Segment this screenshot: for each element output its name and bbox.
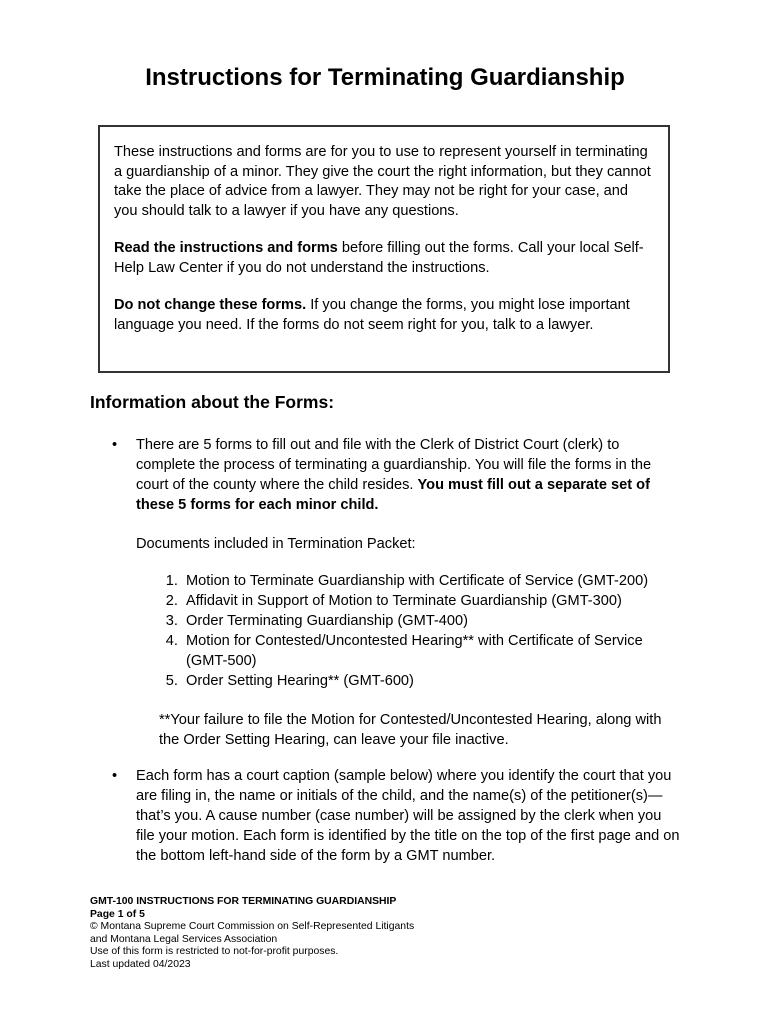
bullet-item-forms	[112, 435, 682, 750]
bullet-1-bold: You must fill out a separate set of these 5 forms for each minor child.	[136, 477, 650, 513]
footer-copyright-2: and Montana Legal Services Association	[90, 933, 278, 945]
document-item: 1. Motion to Terminate Guardianship with Certificate of Service (GMT-200)	[182, 571, 682, 591]
notice-box	[98, 125, 670, 373]
bullet-2-text: Each form has a court caption (sample below) where you identify the court that you are filing in, the name or initials of the child, and the name(s) of the petitioner(s)—that’s you. A cause number (case number) will be assigned by the clerk when you file your motion. Each form is identified by the title on the top of the first page and on the bottom left-hand side of the form by a GMT number.	[136, 768, 680, 864]
footer-form-title: GMT-100 INSTRUCTIONS FOR TERMINATING GUARDIANSHIP	[90, 896, 397, 907]
footer-last-updated: Last updated 04/2023	[90, 958, 191, 970]
documents-list	[136, 571, 682, 691]
document-item: 5. Order Setting Hearing** (GMT-600)	[182, 671, 682, 691]
notice-paragraph-1: These instructions and forms are for you to use to represent yourself in terminating a guardianship of a minor. They give the court the right information, but they cannot take the place of advice from a lawyer. They may not be right for your case, and you should talk to a lawyer if you have any questions.	[114, 144, 651, 219]
bullet-icon: •	[112, 768, 118, 784]
bullet-1-plain: There are 5 forms to fill out and file with the Clerk of District Court (clerk) to complete the process of terminating a guardianship. You will file the forms in the court of the county where the child resides.	[136, 437, 652, 493]
notice-paragraph-3-text: If you change the forms, you might lose important language you need. If the forms do not seem right for you, talk to a lawyer.	[114, 297, 630, 333]
notice-paragraph-3-bold: Do not change these forms.	[114, 297, 307, 313]
document-item: 4. Motion for Contested/Uncontested Hearing** with Certificate of Service (GMT-500)	[182, 631, 682, 671]
bullet-1-text	[136, 435, 682, 515]
bullet-item-caption	[112, 766, 682, 866]
hearing-footnote: **Your failure to file the Motion for Contested/Uncontested Hearing, along with the Order Setting Hearing, can leave your file inactive.	[159, 712, 662, 748]
bullet-icon: •	[112, 437, 118, 453]
notice-paragraph-2-bold: Read the instructions and forms	[114, 240, 338, 256]
page-title: Instructions for Terminating Guardianship	[145, 64, 625, 91]
page-footer	[90, 896, 414, 972]
footer-page-number: Page 1 of 5	[90, 908, 145, 920]
notice-paragraph-2-text: before filling out the forms. Call your local Self-Help Law Center if you do not understand the instructions.	[114, 240, 644, 276]
document-item: 2. Affidavit in Support of Motion to Terminate Guardianship (GMT-300)	[182, 591, 682, 611]
notice-paragraph-2	[114, 239, 654, 278]
document-item: 3. Order Terminating Guardianship (GMT-400)	[182, 611, 682, 631]
footer-use-restriction: Use of this form is restricted to not-for-profit purposes.	[90, 946, 339, 958]
section-heading: Information about the Forms:	[90, 392, 335, 412]
notice-paragraph-3	[114, 296, 654, 335]
documents-intro: Documents included in Termination Packet:	[136, 536, 416, 552]
footer-copyright: © Montana Supreme Court Commission on Self-Represented Litigants	[90, 921, 415, 933]
